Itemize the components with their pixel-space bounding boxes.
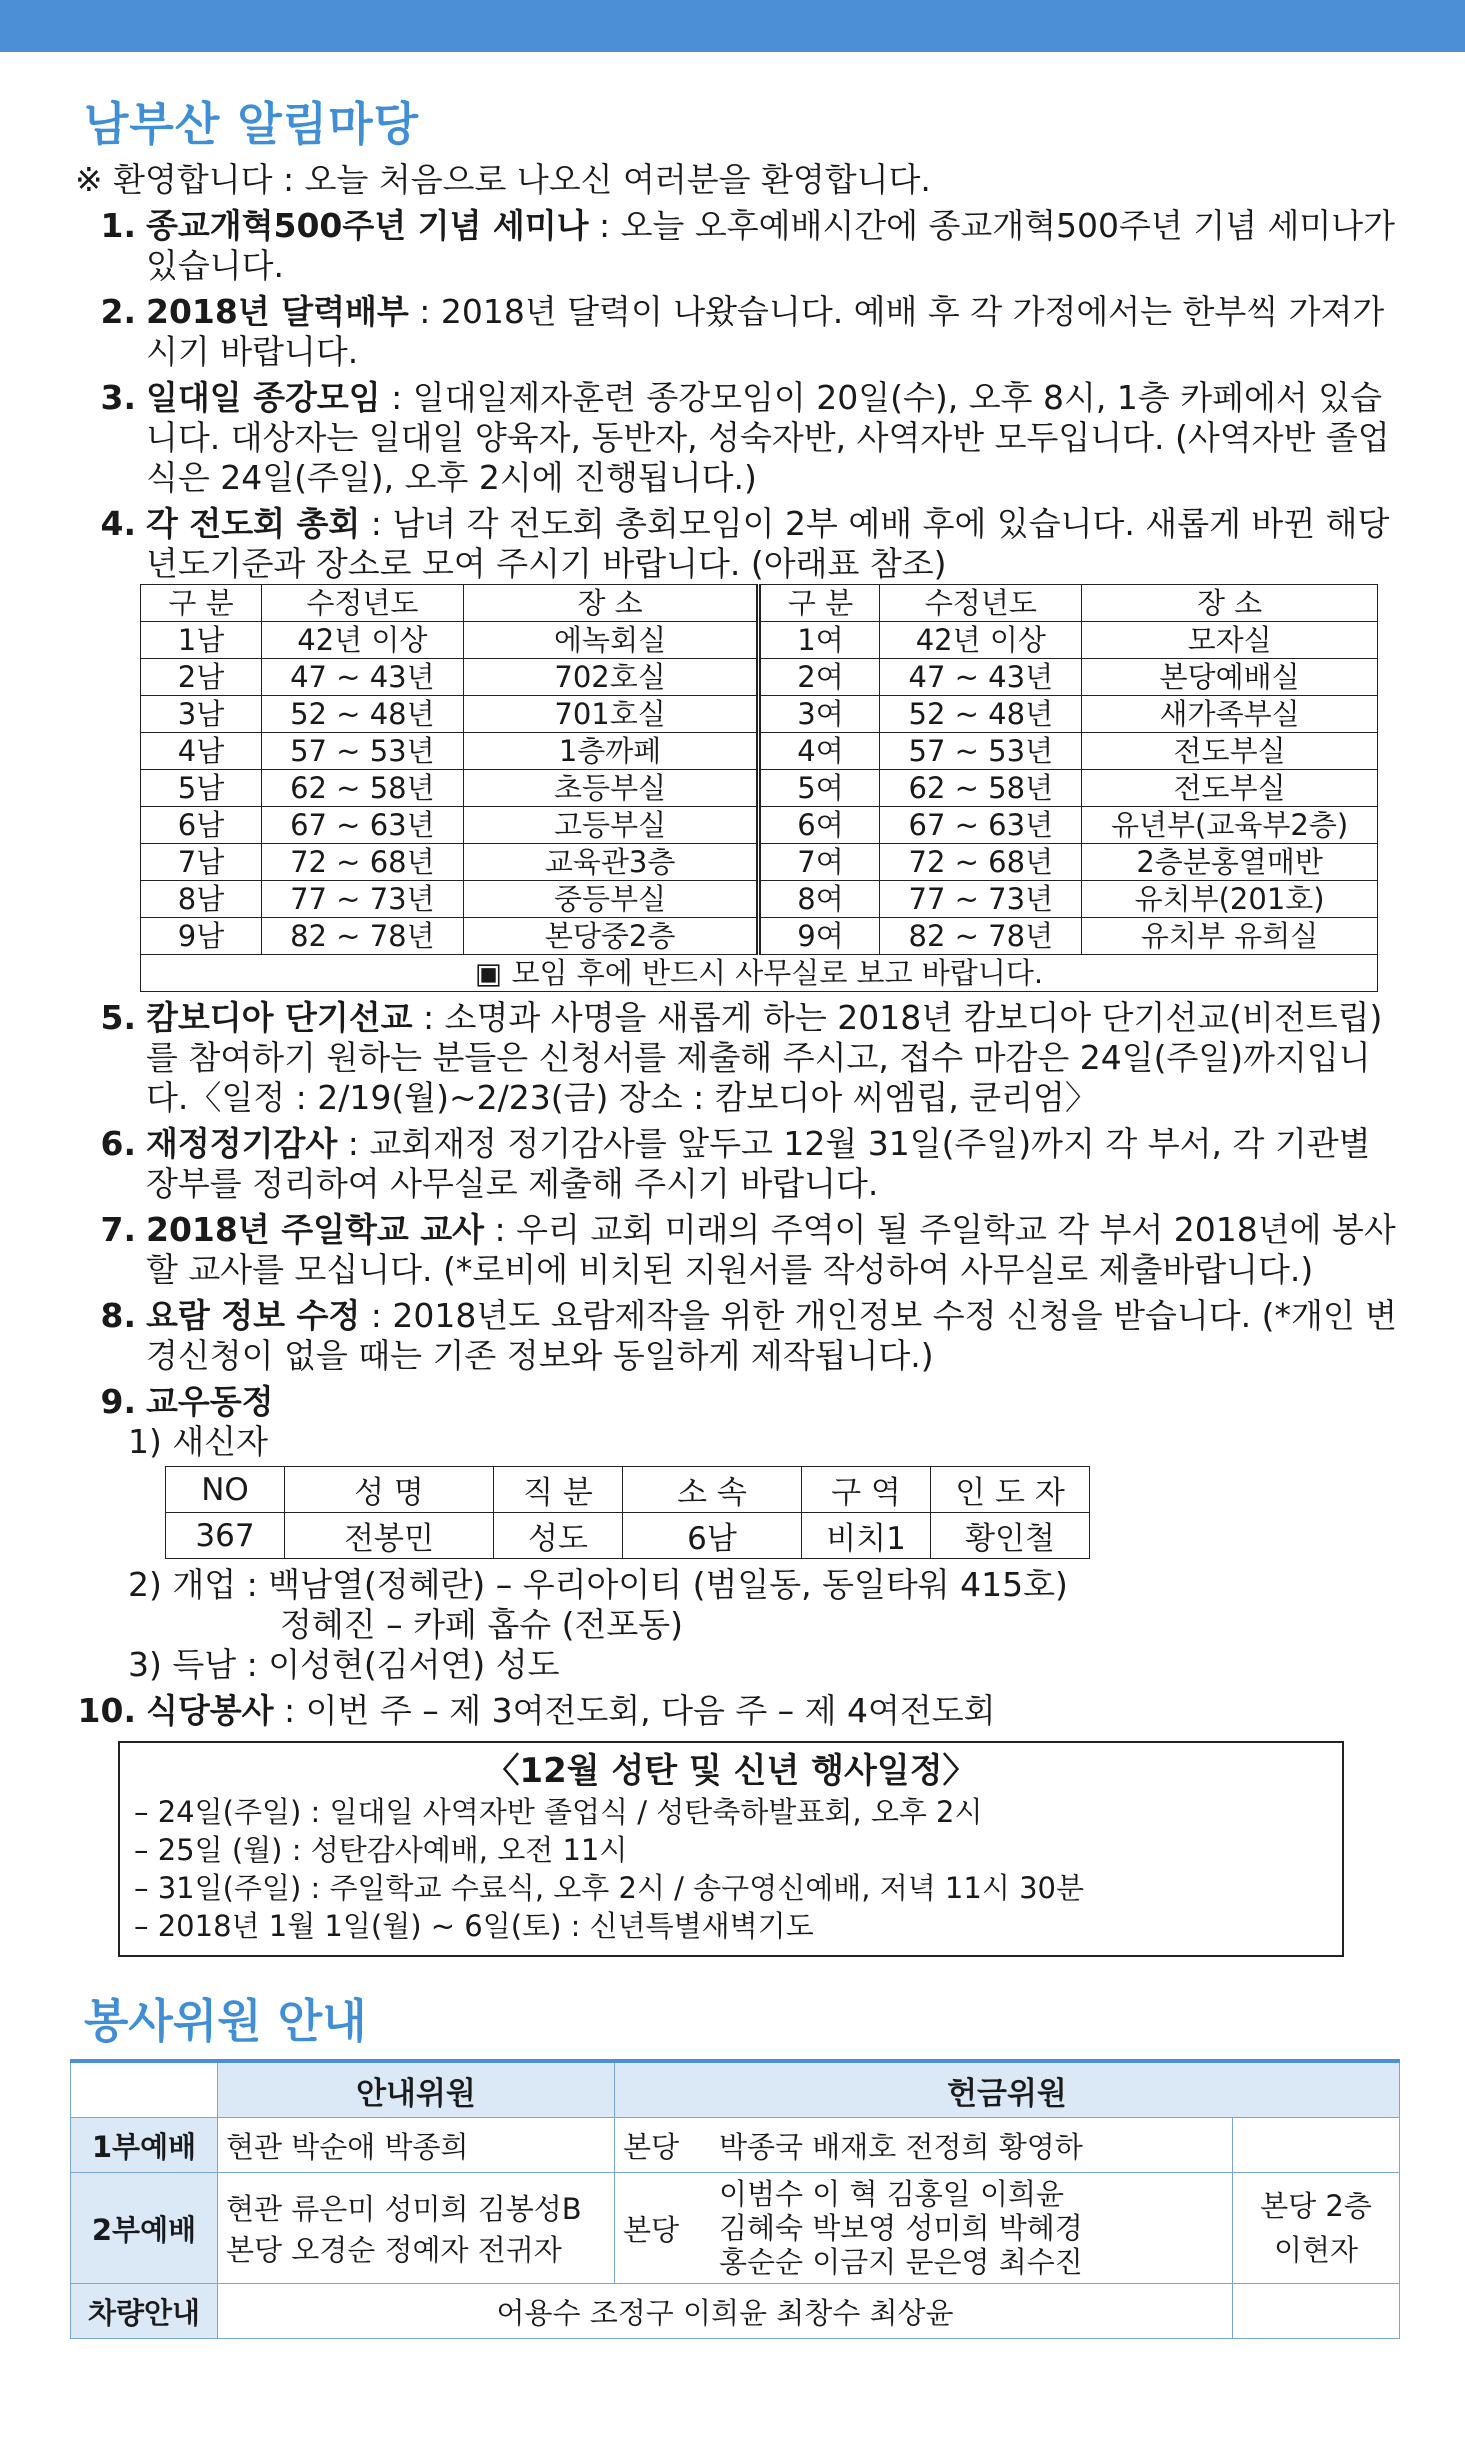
row-label: 1부예배 — [71, 2118, 218, 2173]
item-number: 1. — [100, 206, 136, 245]
notice-title: 남부산 알림마당 — [84, 97, 420, 151]
table-cell: 52 ~ 48년 — [880, 696, 1082, 733]
table-cell: 77 ~ 73년 — [262, 881, 464, 918]
table-cell: 62 ~ 58년 — [262, 770, 464, 807]
schedule-title: 〈12월 성탄 및 신년 행사일정〉 — [485, 1751, 977, 1791]
schedule-box — [118, 1741, 1344, 1957]
guide-line: 본당 오경순 정예자 전귀자 — [226, 2233, 562, 2267]
item-title: 각 전도회 총회 — [146, 504, 361, 543]
table-cell: 9여 — [759, 918, 880, 955]
table-cell: 4여 — [759, 733, 880, 770]
notice-item-5 — [70, 998, 1400, 1118]
table-cell: 5여 — [759, 770, 880, 807]
table-cell: 전봉민 — [285, 1513, 494, 1559]
offering-place: 본당 — [615, 2173, 712, 2284]
notice-item-2 — [70, 292, 1400, 372]
guide-header: 안내위원 — [218, 2061, 615, 2118]
table-cell: 본당중2층 — [463, 918, 759, 955]
notice-item-7 — [70, 1210, 1400, 1290]
table-cell: 72 ~ 68년 — [262, 844, 464, 881]
table-cell: 황인철 — [931, 1513, 1090, 1559]
table-cell: 중등부실 — [463, 881, 759, 918]
table-row — [71, 2173, 1400, 2284]
notice-item-6 — [70, 1124, 1400, 1204]
table-cell: 7남 — [141, 844, 262, 881]
item-text: : 오늘 오후예배시간에 종교개혁500주년 기념 세미나가 있습니다. — [146, 206, 1396, 285]
notice-item-1 — [70, 206, 1400, 286]
opening-line-2: 정혜진 – 카페 홉슈 (전포동) — [280, 1605, 683, 1644]
table-cell: 6여 — [759, 807, 880, 844]
table-cell: 57 ~ 53년 — [262, 733, 464, 770]
table-cell: 전도부실 — [1082, 733, 1378, 770]
table-cell: 8남 — [141, 881, 262, 918]
table-cell: 유년부(교육부2층) — [1082, 807, 1378, 844]
table-row — [71, 2118, 1400, 2173]
top-color-bar — [0, 0, 1465, 52]
row-label: 2부예배 — [71, 2173, 218, 2284]
table-header-row — [141, 585, 1378, 622]
item-text: : 일대일제자훈련 종강모임이 20일(수), 오후 8시, 1층 카페에서 있습니다. 대상자는 일대일 양육자, 동반자, 성숙자반, 사역자반 모두입니다. (사역자반 졸업식은 24일(주일), 오후 2시에 진행됩니다.) — [146, 378, 1390, 497]
offering-line: 김혜숙 박보영 성미희 박혜경 — [719, 2211, 1083, 2245]
extra-name: 이현자 — [1273, 2233, 1359, 2267]
table-cell: 2층분홍열매반 — [1082, 844, 1378, 881]
schedule-line: – 31일(주일) : 주일학교 수료식, 오후 2시 / 송구영신예배, 저녁 11시 30분 — [134, 1871, 1084, 1905]
item-number: 7. — [100, 1210, 136, 1249]
table-cell: 42년 이상 — [880, 622, 1082, 659]
schedule-line: – 24일(주일) : 일대일 사역자반 졸업식 / 성탄축하발표회, 오후 2시 — [134, 1795, 983, 1829]
table-cell: 고등부실 — [463, 807, 759, 844]
notice-item-10 — [70, 1691, 1400, 1731]
table-header: 구 역 — [802, 1467, 931, 1513]
notice-item-3 — [70, 378, 1400, 498]
item-number: 10. — [77, 1691, 136, 1730]
item-number: 3. — [100, 378, 136, 417]
fellowship-table — [140, 584, 1378, 992]
item-title: 종교개혁500주년 기념 세미나 — [146, 206, 589, 245]
table-cell: 7여 — [759, 844, 880, 881]
item-title: 일대일 종강모임 — [146, 378, 381, 417]
table-cell: 62 ~ 58년 — [880, 770, 1082, 807]
table-cell: 비치1 — [802, 1513, 931, 1559]
table-header: 구 분 — [141, 585, 262, 622]
table-cell: 새가족부실 — [1082, 696, 1378, 733]
table-header: 장 소 — [463, 585, 759, 622]
item-title: 2018년 주일학교 교사 — [146, 1210, 484, 1249]
table-cell: 702호실 — [463, 659, 759, 696]
table-row — [71, 2284, 1400, 2339]
table-cell: 4남 — [141, 733, 262, 770]
table-cell: 1여 — [759, 622, 880, 659]
guide-cell: 현관 박순애 박종희 — [218, 2118, 615, 2173]
item-text: : 이번 주 – 제 3여전도회, 다음 주 – 제 4여전도회 — [273, 1691, 996, 1730]
table-cell: 47 ~ 43년 — [262, 659, 464, 696]
table-cell: 2여 — [759, 659, 880, 696]
table-cell: 1남 — [141, 622, 262, 659]
item-title: 식당봉사 — [146, 1691, 274, 1730]
item-title: 요람 정보 수정 — [146, 1296, 361, 1335]
table-header: 수정년도 — [262, 585, 464, 622]
table-cell: 유치부 유희실 — [1082, 918, 1378, 955]
table-cell: 6남 — [141, 807, 262, 844]
table-header-row — [71, 2061, 1400, 2118]
table-cell: 701호실 — [463, 696, 759, 733]
table-note: ▣ 모임 후에 반드시 사무실로 보고 바랍니다. — [141, 955, 1378, 992]
table-cell: 67 ~ 63년 — [880, 807, 1082, 844]
birth-line: 3) 득남 : 이성현(김서연) 성도 — [128, 1645, 560, 1684]
table-cell: 72 ~ 68년 — [880, 844, 1082, 881]
opening-line: 2) 개업 : 백남열(정혜란) – 우리아이티 (범일동, 동일타워 415호) — [128, 1565, 1068, 1604]
table-row — [141, 844, 1378, 881]
item-number: 9. — [100, 1382, 136, 1421]
table-cell: 2남 — [141, 659, 262, 696]
table-header: 장 소 — [1082, 585, 1378, 622]
item-title: 2018년 달력배부 — [146, 292, 409, 331]
item-number: 2. — [100, 292, 136, 331]
table-row — [141, 696, 1378, 733]
welcome-line: ※ 환영합니다 : 오늘 처음으로 나오신 여러분을 환영합니다. — [75, 160, 931, 199]
offering-cell: 박종국 배재호 전정희 황영하 — [711, 2118, 1233, 2173]
schedule-line: – 25일 (월) : 성탄감사예배, 오전 11시 — [134, 1833, 628, 1867]
table-cell: 57 ~ 53년 — [880, 733, 1082, 770]
item-title: 교우동정 — [146, 1382, 274, 1421]
table-cell: 77 ~ 73년 — [880, 881, 1082, 918]
offering-line: 홍순순 이금지 문은영 최수진 — [719, 2245, 1083, 2279]
vehicle-cell: 어용수 조정구 이희윤 최창수 최상윤 — [218, 2284, 1233, 2339]
notice-item-9 — [70, 1382, 1400, 1422]
item-text: : 2018년 달력이 나왔습니다. 예배 후 각 가정에서는 한부씩 가져가시기 바랍니다. — [146, 292, 1385, 371]
table-header: 성 명 — [285, 1467, 494, 1513]
item-number: 4. — [100, 504, 136, 543]
table-cell: 8여 — [759, 881, 880, 918]
row-label: 차량안내 — [71, 2284, 218, 2339]
offering-place: 본당 — [615, 2118, 712, 2173]
bulletin-page — [70, 78, 1400, 2339]
item-title: 캄보디아 단기선교 — [146, 998, 413, 1037]
table-cell: 5남 — [141, 770, 262, 807]
table-cell: 9남 — [141, 918, 262, 955]
table-cell: 82 ~ 78년 — [262, 918, 464, 955]
table-cell: 교육관3층 — [463, 844, 759, 881]
table-row — [141, 807, 1378, 844]
item-title: 재정정기감사 — [146, 1124, 338, 1163]
table-cell: 전도부실 — [1082, 770, 1378, 807]
table-header: 수정년도 — [880, 585, 1082, 622]
table-cell: 모자실 — [1082, 622, 1378, 659]
table-cell: 52 ~ 48년 — [262, 696, 464, 733]
notice-item-4 — [70, 504, 1400, 584]
table-cell: 3여 — [759, 696, 880, 733]
item-text: : 소명과 사명을 새롭게 하는 2018년 캄보디아 단기선교(비전트립)를 참여하기 원하는 분들은 신청서를 제출해 주시고, 접수 마감은 24일(주일)까지입니다.〈일정 : 2/19(월)~2/23(금) 장소 : 캄보디아 씨엠립, 쿤리엄〉 — [146, 998, 1383, 1117]
table-header: 인 도 자 — [931, 1467, 1090, 1513]
table-header: 구 분 — [759, 585, 880, 622]
guide-line: 현관 류은미 성미희 김봉성B — [226, 2192, 582, 2226]
table-cell: 3남 — [141, 696, 262, 733]
item-number: 6. — [100, 1124, 136, 1163]
item-text: : 우리 교회 미래의 주역이 될 주일학교 각 부서 2018년에 봉사할 교사를 모십니다. (*로비에 비치된 지원서를 작성하여 사무실로 제출바랍니다.) — [146, 1210, 1396, 1289]
table-cell: 47 ~ 43년 — [880, 659, 1082, 696]
offering-line: 이범수 이 혁 김홍일 이희윤 — [719, 2177, 1065, 2211]
table-header-row — [166, 1467, 1090, 1513]
table-row — [141, 881, 1378, 918]
table-cell: 본당예배실 — [1082, 659, 1378, 696]
item-text: : 남녀 각 전도회 총회모임이 2부 예배 후에 있습니다. 새롭게 바뀐 해당 년도기준과 장소로 모여 주시기 바랍니다. (아래표 참조) — [146, 504, 1390, 583]
schedule-line: – 2018년 1월 1일(월) ~ 6일(토) : 신년특별새벽기도 — [134, 1909, 814, 1943]
volunteers-title: 봉사위원 안내 — [84, 1994, 367, 2048]
offering-header: 헌금위원 — [615, 2061, 1400, 2118]
table-cell: 82 ~ 78년 — [880, 918, 1082, 955]
table-cell: 성도 — [494, 1513, 623, 1559]
item-number: 5. — [100, 998, 136, 1037]
table-cell: 에녹회실 — [463, 622, 759, 659]
table-cell: 초등부실 — [463, 770, 759, 807]
table-header: 직 분 — [494, 1467, 623, 1513]
table-cell: 67 ~ 63년 — [262, 807, 464, 844]
table-cell: 1층까페 — [463, 733, 759, 770]
table-cell: 6남 — [623, 1513, 802, 1559]
newcomer-heading: 1) 새신자 — [128, 1422, 268, 1461]
table-header: NO — [166, 1467, 285, 1513]
table-row — [141, 918, 1378, 955]
table-cell: 유치부(201호) — [1082, 881, 1378, 918]
table-row — [141, 622, 1378, 659]
table-cell: 42년 이상 — [262, 622, 464, 659]
table-row — [166, 1513, 1090, 1559]
table-row — [141, 733, 1378, 770]
table-cell: 367 — [166, 1513, 285, 1559]
notice-item-8 — [70, 1296, 1400, 1376]
newcomer-table — [165, 1466, 1090, 1559]
item-text: : 교회재정 정기감사를 앞두고 12월 31일(주일)까지 각 부서, 각 기관별 장부를 정리하여 사무실로 제출해 주시기 바랍니다. — [146, 1124, 1371, 1203]
volunteers-table — [70, 2059, 1400, 2339]
table-header: 소 속 — [623, 1467, 802, 1513]
table-row — [141, 770, 1378, 807]
item-text: : 2018년도 요람제작을 위한 개인정보 수정 신청을 받습니다. (*개인 변경신청이 없을 때는 기존 정보와 동일하게 제작됩니다.) — [146, 1296, 1398, 1375]
item-number: 8. — [100, 1296, 136, 1335]
table-row — [141, 659, 1378, 696]
extra-place: 본당 2층 — [1260, 2189, 1372, 2223]
